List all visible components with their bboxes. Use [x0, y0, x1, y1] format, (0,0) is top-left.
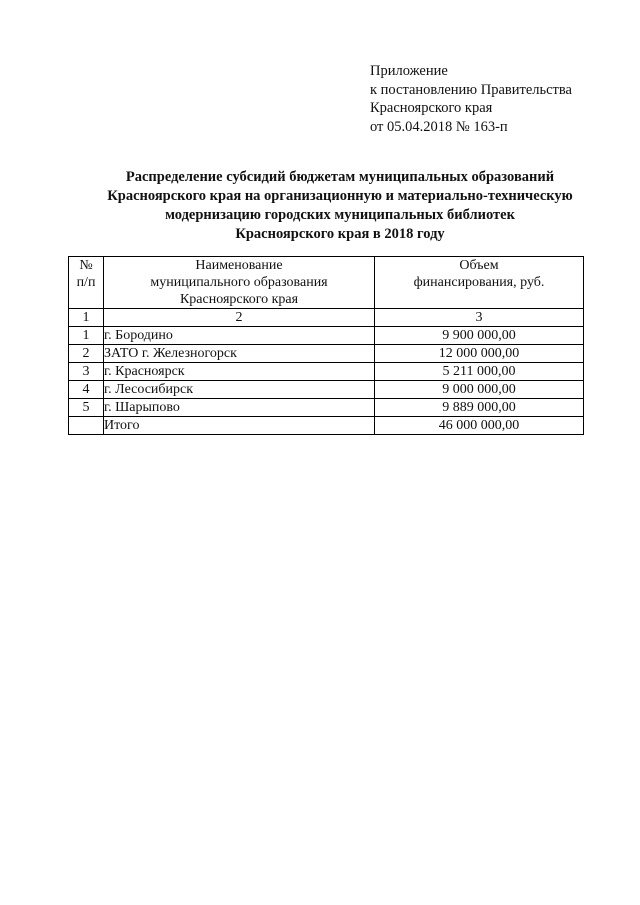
funding-amount: 9 900 000,00 [375, 327, 584, 345]
appendix-line: от 05.04.2018 № 163-п [370, 118, 508, 135]
appendix-line: Красноярского края [370, 100, 493, 116]
title-line: Красноярского края на организационную и материально-техническую [107, 188, 573, 204]
row-number: 3 [69, 363, 104, 381]
table-row [69, 399, 584, 417]
row-number: 4 [69, 381, 104, 399]
total-label: Итого [104, 417, 375, 435]
document-title [60, 168, 620, 244]
funding-amount: 9 000 000,00 [375, 381, 584, 399]
municipality-name: г. Красноярск [104, 363, 375, 381]
header-text: № [79, 258, 93, 273]
table-row [69, 363, 584, 381]
row-number: 2 [69, 345, 104, 363]
municipality-name: ЗАТО г. Железногорск [104, 345, 375, 363]
subsidy-table [68, 256, 584, 435]
table-header-row [69, 257, 584, 309]
header-text: Красноярского края [179, 292, 299, 307]
table-row [69, 381, 584, 399]
header-text: муниципального образования [150, 275, 328, 290]
municipality-name: г. Лесосибирск [104, 381, 375, 399]
header-name [104, 257, 375, 309]
column-number-row [69, 309, 584, 327]
funding-amount: 9 889 000,00 [375, 399, 584, 417]
appendix-line: к постановлению Правительства [370, 81, 572, 98]
column-number: 2 [104, 309, 375, 327]
header-text: Наименование [195, 258, 283, 273]
funding-amount: 12 000 000,00 [375, 345, 584, 363]
total-row [69, 417, 584, 435]
header-amount [375, 257, 584, 309]
appendix-line: Приложение [370, 63, 448, 79]
total-number [69, 417, 104, 435]
title-line: Распределение субсидий бюджетам муниципальных образований [125, 169, 555, 185]
row-number: 1 [69, 327, 104, 345]
row-number: 5 [69, 399, 104, 417]
header-text: финансирования, руб. [413, 275, 545, 290]
column-number: 3 [375, 309, 584, 327]
funding-amount: 5 211 000,00 [375, 363, 584, 381]
column-number: 1 [69, 309, 104, 327]
header-text: Объем [459, 258, 499, 273]
title-line: модернизацию городских муниципальных библиотек [165, 207, 515, 223]
table-row [69, 345, 584, 363]
appendix-block [370, 62, 572, 136]
header-text: п/п [76, 275, 96, 290]
title-line: Красноярского края в 2018 году [235, 226, 445, 242]
total-amount: 46 000 000,00 [375, 417, 584, 435]
municipality-name: г. Шарыпово [104, 399, 375, 417]
municipality-name: г. Бородино [104, 327, 375, 345]
table-row [69, 327, 584, 345]
header-number [69, 257, 104, 309]
